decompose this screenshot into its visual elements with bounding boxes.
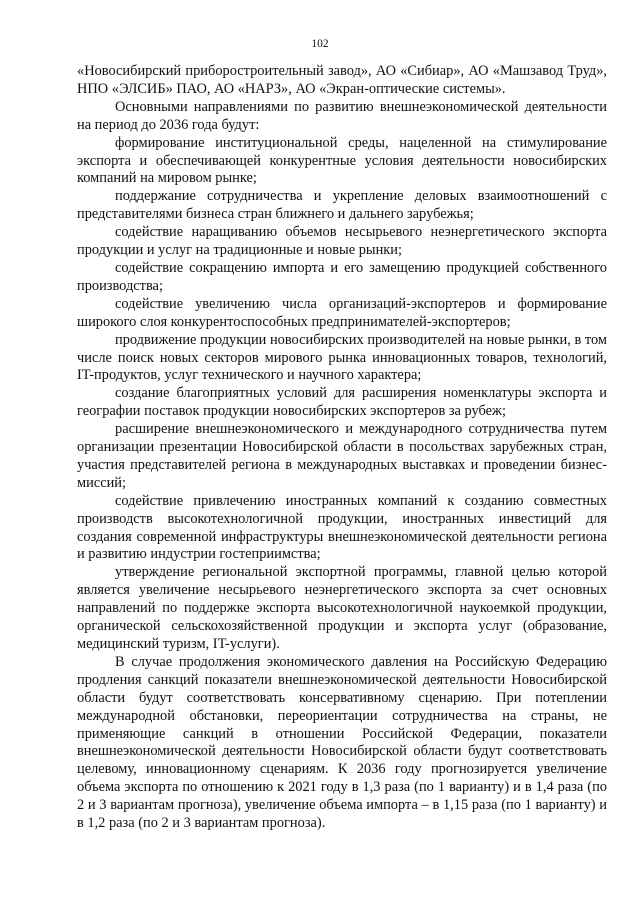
list-item: продвижение продукции новосибирских производителей на новые рынки, в том числе поиск новых секторов мирового рынка инновационных товаров, технологий, IT-продуктов, услуг технического и научного характера;	[77, 331, 607, 384]
paragraph: «Новосибирский приборостроительный завод», АО «Сибиар», АО «Машзавод Труд», НПО «ЭЛСИБ» ПАО, АО «НАРЗ», АО «Экран-оптические системы».	[77, 63, 607, 97]
list-item: поддержание сотрудничества и укрепление деловых взаимоотношений с представителями бизнеса стран ближнего и дальнего зарубежья;	[77, 188, 607, 223]
list-item: содействие увеличению числа организаций-экспортеров и формирование широкого слоя конкурентоспособных предпринимателей-экспортеров;	[77, 295, 607, 330]
list-item: содействие привлечению иностранных компаний к созданию совместных производств высокотехнологичной продукции, иностранных инвестиций для создания современной инфраструктуры внешнеэкономической деятельности региона и развитию индустрии гостеприимства;	[77, 492, 607, 563]
list-item: создание благоприятных условий для расширения номенклатуры экспорта и географии поставок продукции новосибирских экспортеров за рубеж;	[77, 385, 607, 420]
paragraph: Основными направлениями по развитию внешнеэкономической деятельности на период до 2036 года будут:	[77, 98, 607, 133]
page-number: 102	[311, 38, 329, 50]
document-body	[77, 63, 607, 833]
list-item: содействие сокращению импорта и его замещению продукцией собственного производства;	[77, 259, 607, 294]
list-item: содействие наращиванию объемов несырьевого неэнергетического экспорта продукции и услуг на традиционные и новые рынки;	[77, 224, 607, 259]
list-item: формирование институциональной среды, нацеленной на стимулирование экспорта и обеспечивающей конкурентные условия деятельности новосибирских компаний на мировом рынке;	[77, 134, 607, 187]
paragraph: В случае продолжения экономического давления на Российскую Федерацию продления санкций показатели внешнеэкономической деятельности Новосибирской области будут соответствовать консервативному сценарию. При потеплении международной обстановки, переориентации сотрудничества на страны, не применяющие санкций в отношении Российской Федерации, показатели внешнеэкономической деятельности Новосибирской области будут соответствовать целевому, инновационному сценариям. К 2036 году прогнозируется увеличение объема экспорта по отношению к 2021 году в 1,3 раза (по 1 варианту) и в 1,4 раза (по 2 и 3 вариантам прогноза), увеличение объема импорта – в 1,15 раза (по 1 варианту) и в 1,2 раза (по 2 и 3 вариантам прогноза).	[77, 653, 607, 832]
list-item: расширение внешнеэкономического и международного сотрудничества путем организации презентации Новосибирской области в посольствах зарубежных стран, участия представителей региона в международных выставках и проведении бизнес-миссий;	[77, 421, 607, 491]
list-item: утверждение региональной экспортной программы, главной целью которой является увеличение несырьевого неэнергетического экспорта за счет основных направлений по поддержке экспорта высокотехнологичной наукоемкой продукции, органической сельскохозяйственной продукции и экспорта услуг (образование, медицинский туризм, IT-услуги).	[77, 564, 607, 652]
